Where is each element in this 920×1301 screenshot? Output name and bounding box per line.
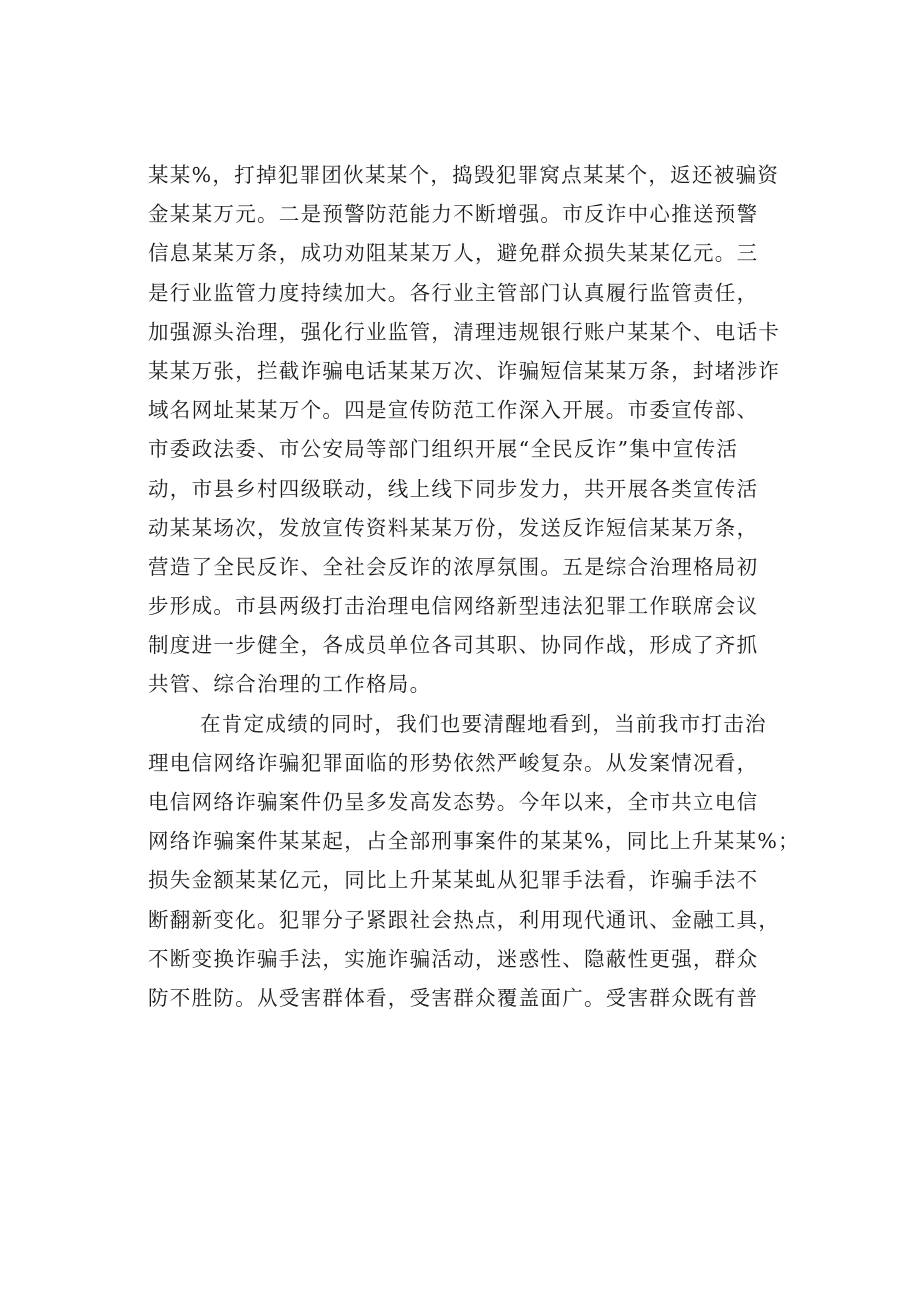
paragraph-situation xyxy=(148,705,800,1019)
text-line: 某某万张，拦截诈骗电话某某万次、诈骗短信某某万条，封堵涉诈 xyxy=(148,358,781,383)
text-line: 理电信网络诈骗犯罪面临的形势依然严峻复杂。从发案情况看， xyxy=(148,750,759,775)
text-line: 域名网址某某万个。四是宣传防范工作深入开展。市委宣传部、 xyxy=(148,398,759,423)
text-line: 不断变换诈骗手法，实施诈骗活动，迷惑性、隐蔽性更强，群众 xyxy=(148,946,759,971)
text-line: 营造了全民反诈、全社会反诈的浓厚氛围。五是综合治理格局初 xyxy=(148,554,759,579)
document-body xyxy=(148,156,800,1018)
text-line: 断翻新变化。犯罪分子紧跟社会热点，利用现代通讯、金融工具， xyxy=(148,907,781,932)
text-line: 网络诈骗案件某某起，占全部刑事案件的某某%，同比上升某某%； xyxy=(148,829,800,854)
text-line: 防不胜防。从受害群体看，受害群众覆盖面广。受害群众既有普 xyxy=(148,985,759,1010)
paragraph-achievements xyxy=(148,156,800,705)
text-line: 金某某万元。二是预警防范能力不断增强。市反诈中心推送预警 xyxy=(148,202,759,227)
text-line: 是行业监管力度持续加大。各行业主管部门认真履行监管责任， xyxy=(148,280,759,305)
text-line: 电信网络诈骗案件仍呈多发高发态势。今年以来，全市共立电信 xyxy=(148,790,759,814)
text-line: 共管、综合治理的工作格局。 xyxy=(148,672,432,697)
text-line: 在肯定成绩的同时，我们也要清醒地看到，当前我市打击治 xyxy=(200,711,767,736)
text-line: 加强源头治理，强化行业监管，清理违规银行账户某某个、电话卡 xyxy=(148,319,781,344)
text-line: 动，市县乡村四级联动，线上线下同步发力，共开展各类宣传活 xyxy=(148,476,759,501)
text-line: 某某%，打掉犯罪团伙某某个，捣毁犯罪窝点某某个，返还被骗资 xyxy=(148,163,780,187)
text-line: 损失金额某某亿元，同比上升某某虬从犯罪手法看，诈骗手法不 xyxy=(148,868,759,893)
text-line: 制度进一步健全，各成员单位各司其职、协同作战，形成了齐抓 xyxy=(148,633,759,658)
text-line: 动某某场次，发放宣传资料某某万份，发送反诈短信某某万条， xyxy=(148,515,759,540)
text-line: 步形成。市县两级打击治理电信网络新型违法犯罪工作联席会议 xyxy=(148,594,759,619)
text-line: 信息某某万条，成功劝阻某某万人，避免群众损失某某亿元。三 xyxy=(148,241,759,266)
text-line: 市委政法委、市公安局等部门组织开展“全民反诈”集中宣传活 xyxy=(148,437,739,462)
